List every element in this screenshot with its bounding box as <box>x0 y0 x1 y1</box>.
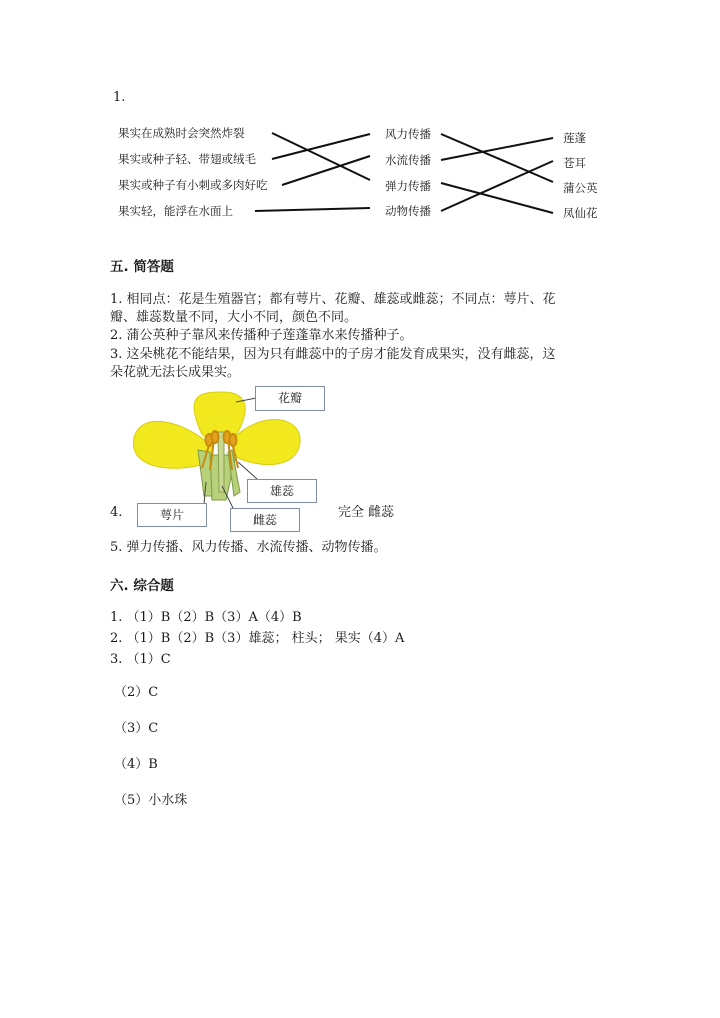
match-item-right: 蒲公英 <box>563 181 598 195</box>
match-item-right: 凤仙花 <box>563 206 598 220</box>
match-item-left: 果实或种子轻、带翅或绒毛 <box>118 152 256 166</box>
answer-text: 2. （1）B（2）B（3）雄蕊； 柱头； 果实（4）A <box>110 631 405 646</box>
answer-text: 1. 相同点：花是生殖器官；都有萼片、花瓣、雄蕊或雌蕊；不同点：萼片、花 <box>110 292 556 307</box>
answer-text: 3. （1）C <box>110 652 171 667</box>
answer-text: 朵花就无法长成果实。 <box>110 365 241 380</box>
answer-text: （3）C <box>114 721 159 736</box>
match-item-middle: 风力传播 <box>385 127 431 141</box>
flower-label-sepal: 萼片 <box>137 503 207 527</box>
question-number: 1. <box>113 90 126 105</box>
answer-text: （2）C <box>114 685 159 700</box>
match-item-right: 莲蓬 <box>563 131 586 145</box>
match-item-right: 苍耳 <box>563 156 586 170</box>
answer-text: 瓣、雄蕊数量不同，大小不同，颜色不同。 <box>110 310 358 325</box>
match-item-middle: 动物传播 <box>385 204 431 218</box>
answer-text: （5）小水珠 <box>114 793 188 808</box>
answer-number: 4. <box>110 505 123 520</box>
answer-text: 3. 这朵桃花不能结果，因为只有雌蕊中的子房才能发育成果实，没有雌蕊，这 <box>110 347 556 362</box>
flower-label-pistil: 雌蕊 <box>230 508 300 532</box>
match-item-middle: 弹力传播 <box>385 179 431 193</box>
answer-text: 5. 弹力传播、风力传播、水流传播、动物传播。 <box>110 540 387 555</box>
match-item-middle: 水流传播 <box>385 153 431 167</box>
match-item-left: 果实在成熟时会突然炸裂 <box>118 126 245 140</box>
answer-text: 2. 蒲公英种子靠风来传播种子莲蓬靠水来传播种子。 <box>110 328 413 343</box>
section-heading: 五. 简答题 <box>110 259 174 275</box>
flower-label-petal: 花瓣 <box>255 386 325 411</box>
answer-text: （4）B <box>114 757 158 772</box>
match-item-left: 果实轻，能浮在水面上 <box>118 204 233 218</box>
answer-text: 1. （1）B（2）B（3）A（4）B <box>110 610 302 625</box>
flower-label-stamen: 雄蕊 <box>247 479 317 503</box>
answer-text: 完全 雌蕊 <box>338 505 395 520</box>
match-item-left: 果实或种子有小刺或多肉好吃 <box>118 178 268 192</box>
section-heading: 六. 综合题 <box>110 578 174 594</box>
